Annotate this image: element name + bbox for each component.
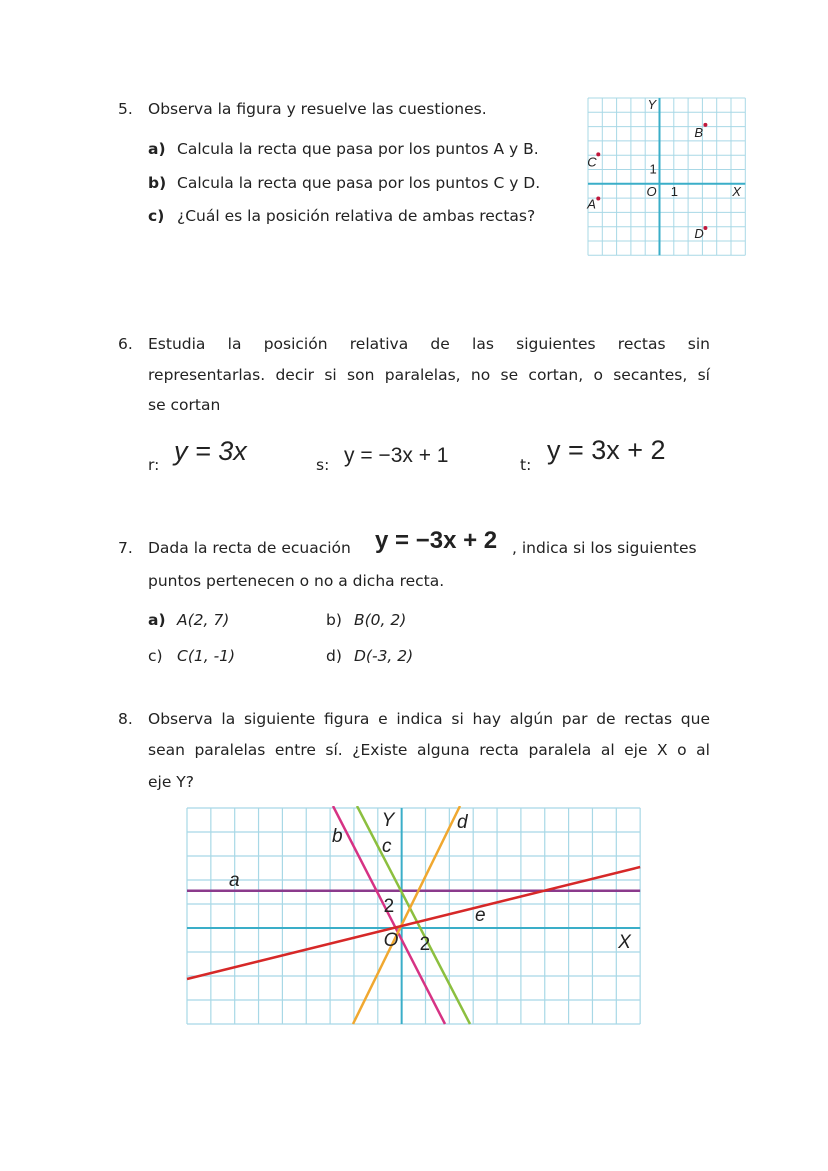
eq-s-label: s: (316, 456, 330, 474)
point-A (596, 197, 600, 201)
eq-r: y = 3x (174, 436, 247, 466)
two-x-label: 2 (419, 934, 431, 955)
point-label-A: A (587, 196, 596, 212)
q6-line3: se cortan (148, 396, 221, 414)
line-label-a: a (229, 870, 240, 891)
x-axis-label: X (618, 932, 631, 953)
line-c (357, 806, 470, 1024)
origin-label: O (383, 930, 399, 951)
eq-r-label: r: (148, 456, 160, 474)
q7b-point: B(0, 2) (354, 611, 407, 629)
q6-line1: Estudia la posición relativa de las siguientes rectas sin (148, 335, 710, 353)
q7c-point: C(1, -1) (177, 647, 236, 665)
y-axis-label: Y (647, 97, 657, 112)
q8-number: 8. (118, 710, 133, 728)
q6-line2: representarlas. decir si son paralelas, no se cortan, o secantes, sí (148, 366, 710, 384)
line-label-d: d (457, 812, 468, 833)
q8-line1: Observa la siguiente figura e indica si hay algún par de rectas que (148, 710, 710, 728)
y-axis-label: Y (381, 810, 395, 831)
q5c-text: ¿Cuál es la posición relativa de ambas rectas? (177, 207, 536, 225)
q7-number: 7. (118, 539, 133, 557)
eq-t: y = 3x + 2 (547, 435, 666, 465)
q7d-point: D(-3, 2) (354, 647, 414, 665)
point-label-D: D (694, 225, 704, 241)
origin-label: O (646, 183, 657, 199)
two-y-label: 2 (383, 896, 395, 917)
point-D (703, 226, 707, 230)
line-label-e: e (475, 905, 486, 926)
q7a-label: a) (148, 611, 166, 629)
q6-number: 6. (118, 335, 133, 353)
one-x-label: 1 (670, 183, 679, 199)
point-B (703, 123, 707, 127)
q5-text: Observa la figura y resuelve las cuestiones. (148, 100, 487, 118)
x-axis-label: X (732, 183, 741, 199)
q5a-label: a) (148, 140, 166, 158)
q7c-label: c) (148, 647, 163, 665)
q5-number: 5. (118, 100, 133, 118)
q5-coordinate-figure (586, 96, 748, 260)
q5b-text: Calcula la recta que pasa por los puntos C y D. (177, 174, 541, 192)
q7-pre: Dada la recta de ecuación (148, 539, 351, 557)
q8-line2: sean paralelas entre sí. ¿Existe alguna recta paralela al eje X o al (148, 741, 710, 759)
q7a-point: A(2, 7) (177, 611, 230, 629)
eq-t-label: t: (520, 456, 532, 474)
q7-line2: puntos pertenecen o no a dicha recta. (148, 572, 445, 590)
q7-post: , indica si los siguientes (512, 539, 697, 557)
line-label-c: c (382, 836, 392, 857)
q5b-label: b) (148, 174, 167, 192)
point-C (596, 152, 600, 156)
q5c-label: c) (148, 207, 165, 225)
q7-equation: y = −3x + 2 (375, 527, 498, 554)
q8-lines-figure (185, 806, 643, 1028)
q7b-label: b) (326, 611, 342, 629)
point-label-B: B (694, 124, 704, 140)
q7d-label: d) (326, 647, 342, 665)
one-y-label: 1 (649, 161, 657, 177)
line-label-b: b (332, 826, 343, 847)
point-label-C: C (587, 154, 597, 170)
q8-line3: eje Y? (148, 773, 195, 791)
eq-s: y = −3x + 1 (344, 444, 449, 467)
q5a-text: Calcula la recta que pasa por los puntos A y B. (177, 140, 539, 158)
